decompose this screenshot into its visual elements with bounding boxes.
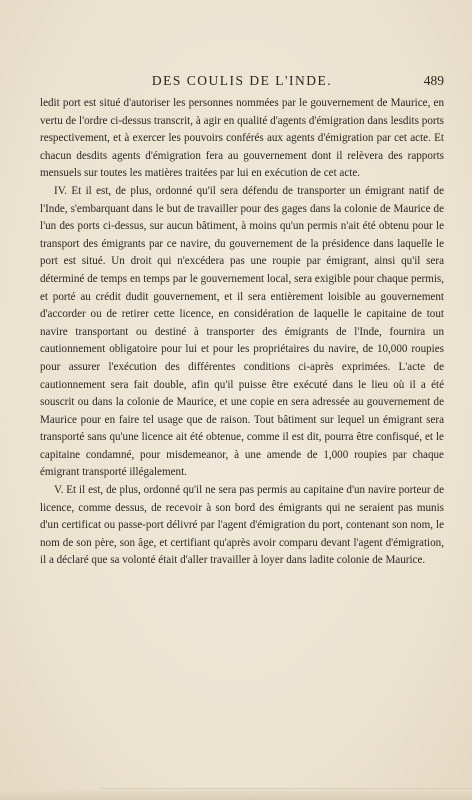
page-header [40, 73, 444, 93]
paragraph-article-iv: IV. Et il est, de plus, ordonné qu'il sera défendu de transporter un émigrant natif de l'Inde, s'embarquant dans le but de travailler pour des gages dans la colonie de Maurice de l'un des ports ci-dessus, sur aucun bâtiment, à moins qu'un permis n'ait été obtenu pour le transport des émigrants par ce navire, du gouvernement de la présidence dans laquelle le port est situé. Un droit qui n'excédera pas une roupie par émigrant, ainsi qu'il sera déterminé de temps en temps par le gouvernement local, sera exigible pour chaque permis, et porté au crédit dudit gouvernement, et il sera entièrement loisible au gouvernement d'accorder ou de retirer cette licence, en considération de laquelle le capitaine de tout navire transportant ou destiné à transporter des émigrants de l'Inde, fournira un cautionnement obligatoire pour lui et pour les propriétaires du navire, de 10,000 roupies pour assurer l'exécution des différentes conditions ci-après exprimées. L'acte de cautionnement sera fait double, afin qu'il puisse être exécuté dans le lieu où il a été souscrit ou dans la colonie de Maurice, et une copie en sera adressée au gouvernement de Maurice pour en faire tel usage que de raison. Tout bâtiment sur lequel un émigrant sera transporté sans qu'une licence ait été obtenue, comme il est dit, pourra être confisqué, et le capitaine condamné, pour misdemeanor, à une amende de 1,000 roupies par chaque émigrant transporté illégalement. [40, 184, 444, 479]
page-bottom-edge [0, 790, 472, 800]
page-body [40, 95, 444, 570]
page-seam-line [100, 788, 472, 789]
page-number: 489 [423, 73, 444, 88]
paragraph-continuation: ledit port est situé d'autoriser les personnes nommées par le gouvernement de Maurice, en vertu de l'ordre ci-dessus transcrit, à agir en qualité d'agents d'émigration dans lesdits ports respectivement, et à exercer les pouvoirs conférés aux agents d'émigration par cet acte. Et chacun desdits agents d'émigration fera au gouvernement dont il relèvera des rapports mensuels sur toutes les matières traitées par lui en exécution de cet acte. [40, 97, 444, 180]
running-title: DES COULIS DE L'INDE. [151, 73, 333, 88]
paragraph-article-v: V. Et il est, de plus, ordonné qu'il ne sera pas permis au capitaine d'un navire porteur de licence, comme dessus, de recevoir à son bord des émigrants qui ne seraient pas munis d'un certificat ou passe-port délivré par l'agent d'émigration du port, contenant son nom, le nom de son père, son âge, et certifiant qu'après avoir comparu devant l'agent d'émigration, il a déclaré que sa volonté était d'aller travailler à loyer dans ladite colonie de Maurice. [40, 484, 444, 567]
